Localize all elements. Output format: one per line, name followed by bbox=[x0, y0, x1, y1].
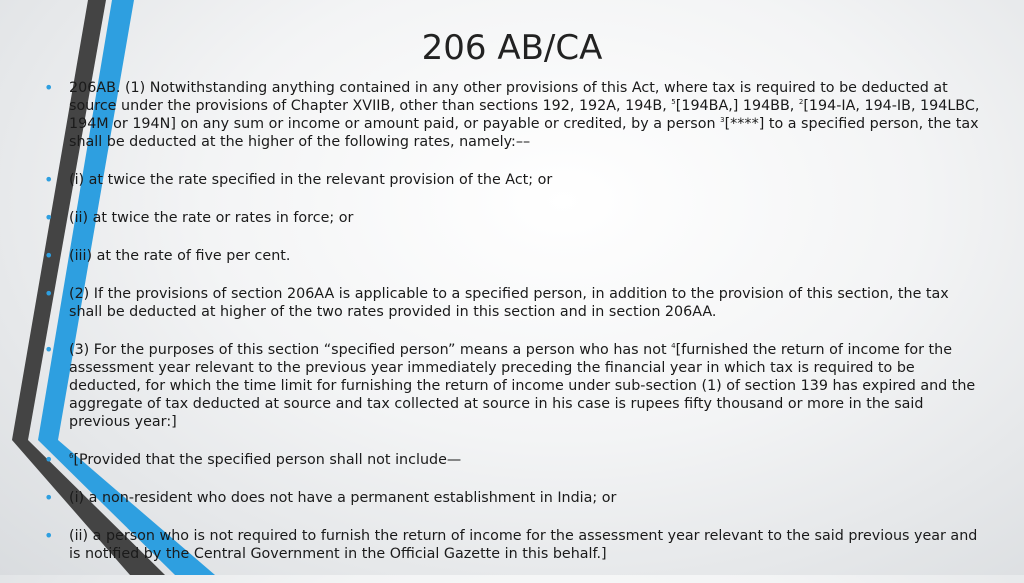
text-segment: [furnished the return of income for the assessment year relevant to the previous year immediately preceding the financial year in which tax is required to be deducted, for which the time limit for furnishing the return of income under sub-section (1) of section 139 has expired and the aggregate of tax deducted at source and tax collected at source in his case is rupees fifty thousand or more in the said previous year:] bbox=[69, 342, 976, 430]
bullet-item bbox=[44, 247, 984, 265]
bullet-text bbox=[69, 80, 979, 150]
bullet-item bbox=[44, 79, 984, 151]
bullet-text bbox=[69, 452, 461, 468]
text-segment: [194BA,] 194BB, bbox=[675, 98, 799, 114]
bullet-dot-icon: • bbox=[44, 78, 54, 97]
bullet-item bbox=[44, 489, 984, 507]
bullet-text bbox=[69, 528, 977, 562]
text-segment: (i) a non-resident who does not have a permanent establishment in India; or bbox=[69, 490, 617, 506]
text-segment: (2) If the provisions of section 206AA is applicable to a specified person, in addition to the provision of this section, the tax shall be deducted at higher of the two rates provided in this section and in section 206AA. bbox=[69, 286, 949, 320]
text-segment: (i) at twice the rate specified in the relevant provision of the Act; or bbox=[69, 172, 553, 188]
text-segment: (ii) at twice the rate or rates in force; or bbox=[69, 210, 354, 226]
slide-title: 206 AB/CA bbox=[421, 28, 603, 68]
footnote-marker: 3 bbox=[720, 116, 725, 124]
bullet-text bbox=[69, 342, 975, 430]
footnote-marker: 6 bbox=[69, 452, 74, 460]
bullet-dot-icon: • bbox=[44, 246, 54, 265]
bullet-dot-icon: • bbox=[44, 526, 54, 545]
bullet-item bbox=[44, 527, 984, 563]
text-segment: (ii) a person who is not required to furnish the return of income for the assessment year relevant to the said previous year and is notified by the Central Government in the Official Gazette in this behalf.] bbox=[69, 528, 978, 562]
bullet-item bbox=[44, 209, 984, 227]
bullet-text bbox=[69, 490, 616, 506]
bullet-item bbox=[44, 341, 984, 431]
bullet-dot-icon: • bbox=[44, 488, 54, 507]
text-segment: (3) For the purposes of this section “specified person” means a person who has not bbox=[69, 342, 672, 358]
bullet-dot-icon: • bbox=[44, 208, 54, 227]
text-segment: (iii) at the rate of five per cent. bbox=[69, 248, 291, 264]
bullet-dot-icon: • bbox=[44, 284, 54, 303]
bullet-text bbox=[69, 286, 949, 320]
text-segment: [Provided that the specified person shall not include— bbox=[73, 452, 462, 468]
bullet-dot-icon: • bbox=[44, 170, 54, 189]
bullet-text bbox=[69, 248, 290, 264]
bullet-item bbox=[44, 451, 984, 469]
text-segment: [194-IA, 194-IB, 194LBC, 194M or 194N] on any sum or income or amount paid, or payable or credited, by a person bbox=[69, 98, 980, 132]
text-segment: [****] to a specified person, the tax shall be deducted at the higher of the following rates, namely:–– bbox=[69, 116, 979, 150]
bullet-list bbox=[44, 79, 984, 583]
bullet-item bbox=[44, 285, 984, 321]
bullet-text bbox=[69, 210, 353, 226]
bullet-dot-icon: • bbox=[44, 340, 54, 359]
footnote-marker: 2 bbox=[798, 98, 804, 106]
footnote-marker: 4 bbox=[671, 342, 676, 350]
footnote-marker: 5 bbox=[671, 98, 676, 106]
bullet-dot-icon: • bbox=[44, 450, 54, 469]
bullet-item bbox=[44, 171, 984, 189]
bullet-text bbox=[69, 172, 552, 188]
text-segment: 206AB. (1) Notwithstanding anything contained in any other provisions of this Act, where tax is required to be deducted at source under the provisions of Chapter XVIIB, other than sections 192, 192A, 194B, bbox=[69, 80, 948, 114]
